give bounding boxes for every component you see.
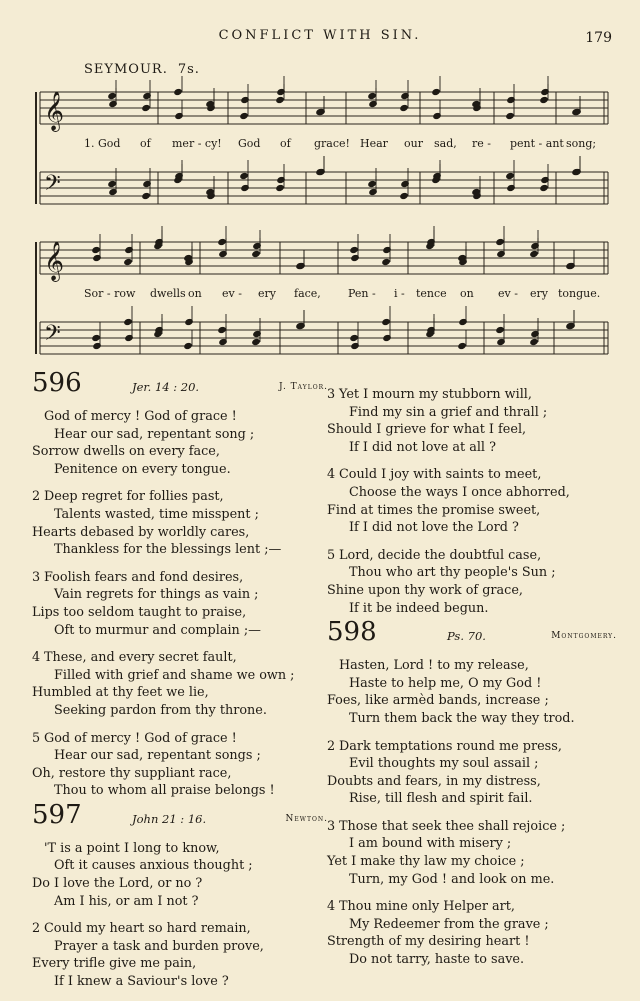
hymn-number: 597 — [32, 799, 82, 830]
lyric-syllable: ev - — [498, 287, 518, 300]
lyric-syllable: face, — [294, 287, 321, 300]
note-head — [431, 88, 441, 96]
verse-text: Deep regret for follies past, — [44, 489, 224, 505]
verse-text: My Redeemer from the grave ; — [349, 916, 549, 932]
hymn-596 — [32, 368, 328, 800]
verse-text: Could I joy with saints to meet, — [339, 467, 542, 483]
lyric-syllable: re - — [472, 137, 491, 150]
verse-text: Thou to whom all praise belongs ! — [54, 783, 275, 799]
note-head — [505, 112, 515, 120]
note-head — [251, 338, 261, 346]
note-head — [399, 192, 409, 200]
lyric-syllable: 1. God — [84, 137, 121, 150]
verse-line — [327, 519, 617, 537]
verse-line — [327, 600, 617, 618]
verse-text: If it be indeed begun. — [349, 600, 489, 616]
note-head — [123, 258, 133, 266]
verse-text: God of mercy ! God of grace ! — [44, 730, 237, 746]
note-head — [141, 192, 151, 200]
note-head — [505, 172, 515, 180]
verse-text: Foolish fears and fond desires, — [44, 569, 244, 585]
verse-line — [32, 569, 328, 587]
verse-text: Oft to murmur and complain ;— — [54, 622, 261, 638]
verse-text: Turn them back the way they trod. — [349, 710, 575, 726]
note-head — [539, 96, 549, 104]
stanza-number: 3 — [327, 818, 336, 834]
verse-text: Find at times the promise sweet, — [327, 502, 541, 518]
verse-line — [32, 875, 328, 893]
scripture-reference: Ps. 70. — [447, 629, 486, 644]
verse-text: Shine upon thy work of grace, — [327, 582, 523, 598]
lyric-syllable: ev - — [222, 287, 242, 300]
verse-text: Do not tarry, haste to save. — [349, 952, 525, 968]
music-score — [0, 0, 640, 370]
lyric-syllable: grace! — [314, 137, 350, 150]
verse-text: Every trifle give me pain, — [32, 956, 197, 972]
verse-line — [32, 840, 328, 858]
lyric-syllable: song; — [566, 137, 597, 150]
verse-line — [32, 782, 328, 800]
verse-text: Find my sin a grief and thrall ; — [349, 404, 548, 420]
hymn-author: J. Taylor. — [279, 382, 328, 392]
lyric-syllable: God — [238, 137, 261, 150]
lyric-syllable: on — [460, 287, 474, 300]
verse-text: Evil thoughts my soul assail ; — [349, 756, 539, 772]
verse-text: Choose the ways I once abhorred, — [349, 484, 570, 500]
verse-line — [327, 871, 617, 889]
verse-line — [32, 920, 328, 938]
verse-text: Yet I mourn my stubborn will, — [339, 387, 532, 402]
verse-text: Hear our sad, repentant song ; — [54, 426, 255, 442]
hymn-598 — [327, 617, 617, 969]
hymn-author: Montgomery. — [551, 631, 617, 642]
note-head — [495, 238, 505, 246]
verse-line — [327, 582, 617, 600]
note-head — [367, 92, 377, 100]
verse-text: Those that seek thee shall rejoice ; — [339, 818, 566, 834]
verse-line — [32, 702, 328, 720]
verse-line — [32, 747, 328, 765]
verse-line — [32, 586, 328, 604]
verse-line — [327, 484, 617, 502]
note-head — [141, 104, 151, 112]
hymn-number: 596 — [32, 368, 82, 398]
lyric-syllable: sad, — [434, 137, 457, 150]
stanza-number: 2 — [32, 489, 41, 505]
verse-text: Thou mine only Helper art, — [339, 899, 515, 915]
verse-text: Lips too seldom taught to praise, — [32, 604, 247, 620]
note-head — [381, 318, 391, 326]
verse-text: Sorrow dwells on every face, — [32, 444, 220, 460]
stanza — [327, 818, 617, 888]
verse-line — [32, 684, 328, 702]
stanza — [327, 898, 617, 968]
stanza-number: 4 — [327, 467, 336, 483]
verse-line — [32, 649, 328, 667]
note-head — [457, 342, 467, 350]
note-head — [239, 112, 249, 120]
verse-line — [327, 564, 617, 582]
treble-clef: 𝄞 — [44, 91, 65, 131]
verse-line — [327, 898, 617, 916]
verse-text: Could my heart so hard remain, — [44, 921, 251, 937]
stanza — [32, 730, 328, 800]
verse-line — [327, 386, 617, 404]
stanza — [32, 488, 328, 558]
stanza-number: 4 — [327, 899, 336, 915]
verse-text: Should I grieve for what I feel, — [327, 422, 527, 438]
verse-text: Rise, till flesh and spirit fail. — [349, 791, 533, 807]
verse-text: Turn, my God ! and look on me. — [349, 871, 555, 887]
verse-line — [32, 488, 328, 506]
verse-line — [32, 730, 328, 748]
verse-line — [327, 439, 617, 457]
verse-line — [327, 818, 617, 836]
verse-text: Dark temptations round me press, — [339, 738, 562, 754]
note-head — [217, 326, 227, 334]
stanza — [327, 738, 617, 808]
stanza — [32, 840, 328, 910]
running-header: CONFLICT WITH SIN. — [218, 28, 422, 43]
verse-text: Hasten, Lord ! to my release, — [339, 658, 529, 674]
lyric-syllable: ery — [258, 287, 276, 300]
note-head — [367, 180, 377, 188]
verse-text: Filled with grief and shame we own ; — [54, 667, 295, 683]
tune-title: SEYMOUR. — [84, 62, 168, 77]
verse-line — [327, 951, 617, 969]
stanza-number: 3 — [327, 387, 336, 402]
verse-text: Oft it causes anxious thought ; — [54, 858, 253, 874]
verse-line — [32, 667, 328, 685]
stanza — [327, 466, 617, 536]
stanza-number: 5 — [327, 547, 336, 563]
bass-clef: 𝄢 — [44, 171, 61, 201]
note-head — [183, 342, 193, 350]
bass-clef: 𝄢 — [44, 321, 61, 351]
verse-text: 'T is a point I long to know, — [44, 840, 220, 856]
note-head — [399, 104, 409, 112]
verse-line — [32, 622, 328, 640]
lyric-syllable: our — [404, 137, 423, 150]
verse-text: Hear our sad, repentant songs ; — [54, 748, 261, 764]
stanza — [32, 920, 328, 990]
verse-line — [327, 675, 617, 693]
verse-text: Thankless for the blessings lent ;— — [54, 542, 282, 558]
scripture-reference: Jer. 14 : 20. — [132, 380, 200, 394]
stanza-number: 2 — [32, 921, 41, 937]
verse-line — [32, 955, 328, 973]
note-head — [217, 238, 227, 246]
verse-line — [32, 604, 328, 622]
verse-text: Penitence on every tongue. — [54, 461, 231, 477]
right-column — [327, 386, 617, 979]
verse-text: Hearts debased by worldly cares, — [32, 524, 250, 540]
verse-line — [327, 916, 617, 934]
note-head — [251, 250, 261, 258]
stanza — [32, 569, 328, 639]
note-head — [123, 318, 133, 326]
verse-text: If I did not love at all ? — [349, 439, 496, 455]
stanza — [327, 657, 617, 727]
verse-line — [32, 408, 328, 426]
note-head — [349, 246, 359, 254]
stanza — [32, 649, 328, 719]
verse-line — [327, 755, 617, 773]
verse-line — [327, 466, 617, 484]
verse-text: If I knew a Saviour's love ? — [54, 974, 229, 990]
stanza-number: 5 — [32, 730, 41, 746]
verse-text: Doubts and fears, in my distress, — [327, 773, 541, 789]
note-head — [495, 326, 505, 334]
stanza — [327, 386, 617, 456]
verse-text: If I did not love the Lord ? — [349, 520, 519, 536]
verse-text: Prayer a task and burden prove, — [54, 938, 264, 954]
verse-text: Vain regrets for things as vain ; — [54, 587, 259, 603]
lyric-syllable: dwells — [150, 287, 186, 300]
verse-line — [32, 506, 328, 524]
verse-text: Foes, like armèd bands, increase ; — [327, 693, 549, 709]
verse-line — [32, 938, 328, 956]
lyric-syllable: Hear — [360, 137, 388, 150]
verse-text: Seeking pardon from thy throne. — [54, 702, 267, 718]
verse-line — [32, 765, 328, 783]
stanza-number: 2 — [327, 738, 336, 754]
lyric-syllable: ery — [530, 287, 548, 300]
verse-text: Yet I make thy law my choice ; — [327, 854, 525, 870]
lyric-syllable: tongue. — [558, 287, 601, 300]
lyric-syllable: pent - ant — [510, 137, 564, 150]
verse-line — [327, 710, 617, 728]
note-head — [275, 184, 285, 192]
verse-text: These, and every secret fault, — [44, 650, 237, 666]
lyric-syllable: of — [280, 137, 291, 150]
verse-text: Do I love the Lord, or no ? — [32, 876, 203, 892]
lyric-syllable: Pen - — [348, 287, 376, 300]
verse-line — [327, 547, 617, 565]
page-number: 179 — [585, 30, 612, 46]
verse-line — [327, 404, 617, 422]
note-head — [239, 172, 249, 180]
scripture-reference: John 21 : 16. — [132, 811, 207, 826]
verse-line — [327, 790, 617, 808]
verse-line — [32, 857, 328, 875]
note-head — [349, 334, 359, 342]
verse-line — [327, 773, 617, 791]
verse-line — [32, 524, 328, 542]
verse-line — [327, 657, 617, 675]
note-head — [529, 338, 539, 346]
verse-text: Humbled at thy feet we lie, — [32, 685, 209, 701]
note-head — [275, 96, 285, 104]
note-head — [539, 184, 549, 192]
hymn-597 — [32, 799, 328, 991]
verse-line — [327, 738, 617, 756]
lyric-syllable: on — [188, 287, 202, 300]
tune-meter: 7s. — [177, 62, 200, 77]
verse-text: Talents wasted, time misspent ; — [54, 506, 259, 522]
verse-text: Am I his, or am I not ? — [54, 893, 199, 909]
verse-text: Haste to help me, O my God ! — [349, 675, 542, 691]
treble-clef: 𝄞 — [44, 241, 65, 281]
note-head — [91, 334, 101, 342]
verse-line — [327, 692, 617, 710]
verse-text: Oh, restore thy suppliant race, — [32, 765, 232, 781]
verse-text: Strength of my desiring heart ! — [327, 934, 530, 950]
verse-text: I am bound with misery ; — [349, 836, 512, 852]
lyric-syllable: of — [140, 137, 151, 150]
left-column — [32, 368, 328, 1001]
lyric-syllable: tence — [416, 287, 447, 300]
note-head — [381, 258, 391, 266]
hymn-number: 598 — [327, 617, 377, 648]
verse-line — [32, 893, 328, 911]
lyric-syllable: i - — [394, 287, 405, 300]
hymn-597-continued — [327, 386, 617, 617]
verse-line — [327, 853, 617, 871]
verse-line — [32, 973, 328, 991]
stanza-number: 4 — [32, 650, 41, 666]
verse-line — [32, 426, 328, 444]
verse-text: Lord, decide the doubtful case, — [339, 547, 542, 563]
stanza-number: 3 — [32, 569, 41, 585]
note-head — [173, 88, 183, 96]
note-head — [107, 92, 117, 100]
verse-line — [32, 541, 328, 559]
stanza — [32, 408, 328, 478]
verse-line — [327, 835, 617, 853]
note-head — [107, 180, 117, 188]
verse-line — [32, 443, 328, 461]
verse-line — [32, 461, 328, 479]
hymn-author: Newton. — [285, 813, 328, 824]
verse-line — [327, 502, 617, 520]
verse-text: God of mercy ! God of grace ! — [44, 409, 237, 424]
lyric-syllable: mer - cy! — [172, 137, 222, 150]
note-head — [529, 250, 539, 258]
verse-line — [327, 933, 617, 951]
verse-line — [327, 421, 617, 439]
verse-text: Thou who art thy people's Sun ; — [349, 565, 556, 581]
lyric-syllable: Sor - row — [84, 287, 136, 300]
note-head — [91, 246, 101, 254]
stanza — [327, 547, 617, 617]
